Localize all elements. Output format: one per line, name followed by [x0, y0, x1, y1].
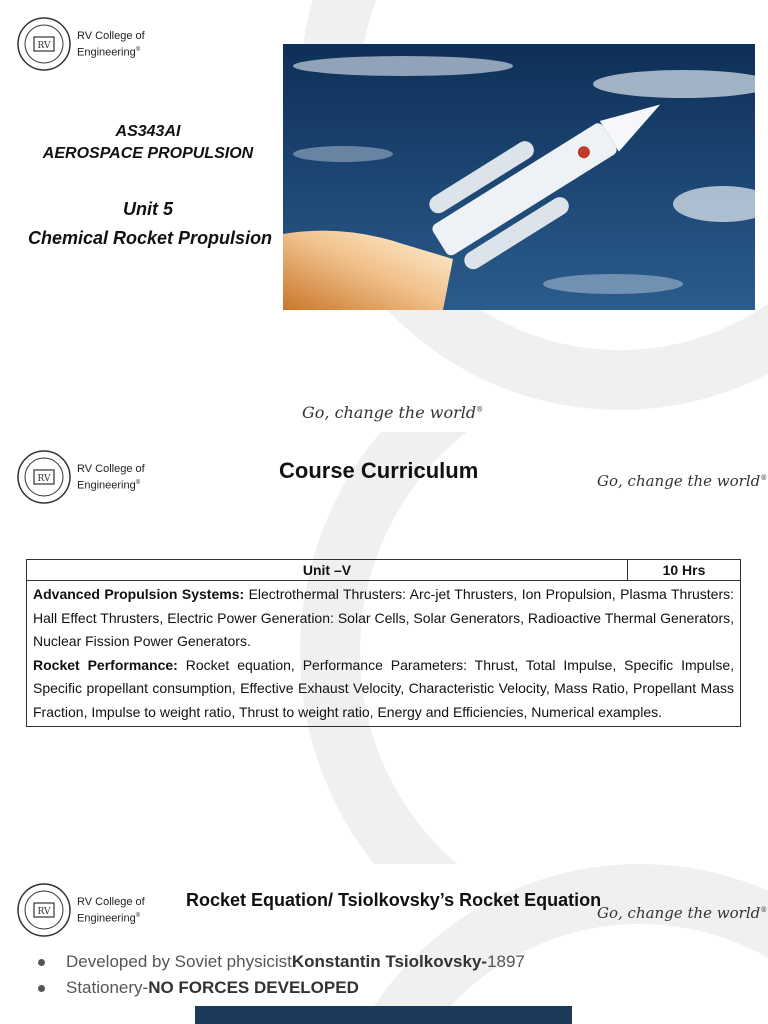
- bullet-icon: [38, 959, 45, 966]
- college-logo: RV RV College of Engineering®: [17, 883, 145, 937]
- tagline: Go, change the world®: [597, 904, 768, 922]
- unit-header-cell: Unit –V: [27, 560, 628, 581]
- course-code: AS343AI: [115, 123, 181, 140]
- hours-cell: 10 Hrs: [628, 560, 741, 581]
- curriculum-table: [26, 559, 741, 727]
- slide-title-rocket-equation: Rocket Equation/ Tsiolkovsky’s Rocket Equation: [186, 890, 602, 910]
- slide-rocket-equation: [0, 864, 768, 1024]
- rocket-launch-illustration: [283, 44, 755, 310]
- tagline: Go, change the world®: [302, 403, 484, 422]
- college-name-line2: Engineering: [77, 479, 136, 492]
- rocket-image: [283, 44, 755, 310]
- course-name: AEROSPACE PROPULSION: [42, 145, 254, 162]
- unit-description: [27, 581, 741, 727]
- college-name-line1: RV College of: [77, 895, 145, 908]
- background-arc: [320, 864, 768, 1024]
- image-preview-strip: [195, 1006, 572, 1024]
- course-heading: [28, 121, 273, 249]
- college-logo: RV RV College of Engineering®: [17, 450, 145, 504]
- unit-title: Chemical Rocket Propulsion: [28, 228, 273, 248]
- unit-number: Unit 5: [122, 199, 173, 219]
- college-seal-icon: [17, 17, 71, 71]
- tagline: Go, change the world®: [597, 472, 768, 490]
- table-content-row: [27, 581, 741, 727]
- svg-text:RV: RV: [37, 474, 51, 484]
- slide-title-curriculum: Course Curriculum: [279, 458, 479, 483]
- college-seal-icon: [17, 883, 71, 937]
- college-logo: RV RV College of Engineering®: [17, 17, 145, 71]
- svg-text:RV: RV: [37, 41, 51, 51]
- bullet-item: Developed by Soviet physicist Konstantin Tsiolkovsky- 1897: [38, 952, 525, 972]
- description-paragraph: Advanced Propulsion Systems: Electrothermal Thrusters: Arc-jet Thrusters, Ion Propulsion, Plasma Thrusters: Hall Effect Thrusters, Electric Power Generation: Solar Cells, Solar Generators, Radioactive Thermal Generators, Nuclear Fission Power Generators.: [33, 586, 734, 649]
- topic-heading: Advanced Propulsion Systems:: [33, 586, 245, 602]
- bullet-icon: [38, 985, 45, 992]
- table-header-row: [27, 560, 741, 581]
- bullet-item: Stationery- NO FORCES DEVELOPED: [38, 978, 359, 998]
- description-paragraph: Rocket Performance: Rocket equation, Performance Parameters: Thrust, Total Impulse, Specific Impulse, Specific propellant consumption, Effective Exhaust Velocity, Characteristic Velocity, Mass Ratio, Propellant Mass Fraction, Impulse to weight ratio, Thrust to weight ratio, Energy and Efficiencies, Numerical examples.: [33, 656, 734, 720]
- college-seal-icon: [17, 450, 71, 504]
- svg-text:RV: RV: [37, 907, 51, 917]
- slide-title: [0, 0, 768, 432]
- college-name-line1: RV College of: [77, 462, 145, 475]
- college-name-line1: RV College of: [77, 29, 145, 42]
- topic-heading: Rocket Performance:: [33, 656, 178, 673]
- college-name-line2: Engineering: [77, 912, 136, 925]
- college-name-line2: Engineering: [77, 46, 136, 59]
